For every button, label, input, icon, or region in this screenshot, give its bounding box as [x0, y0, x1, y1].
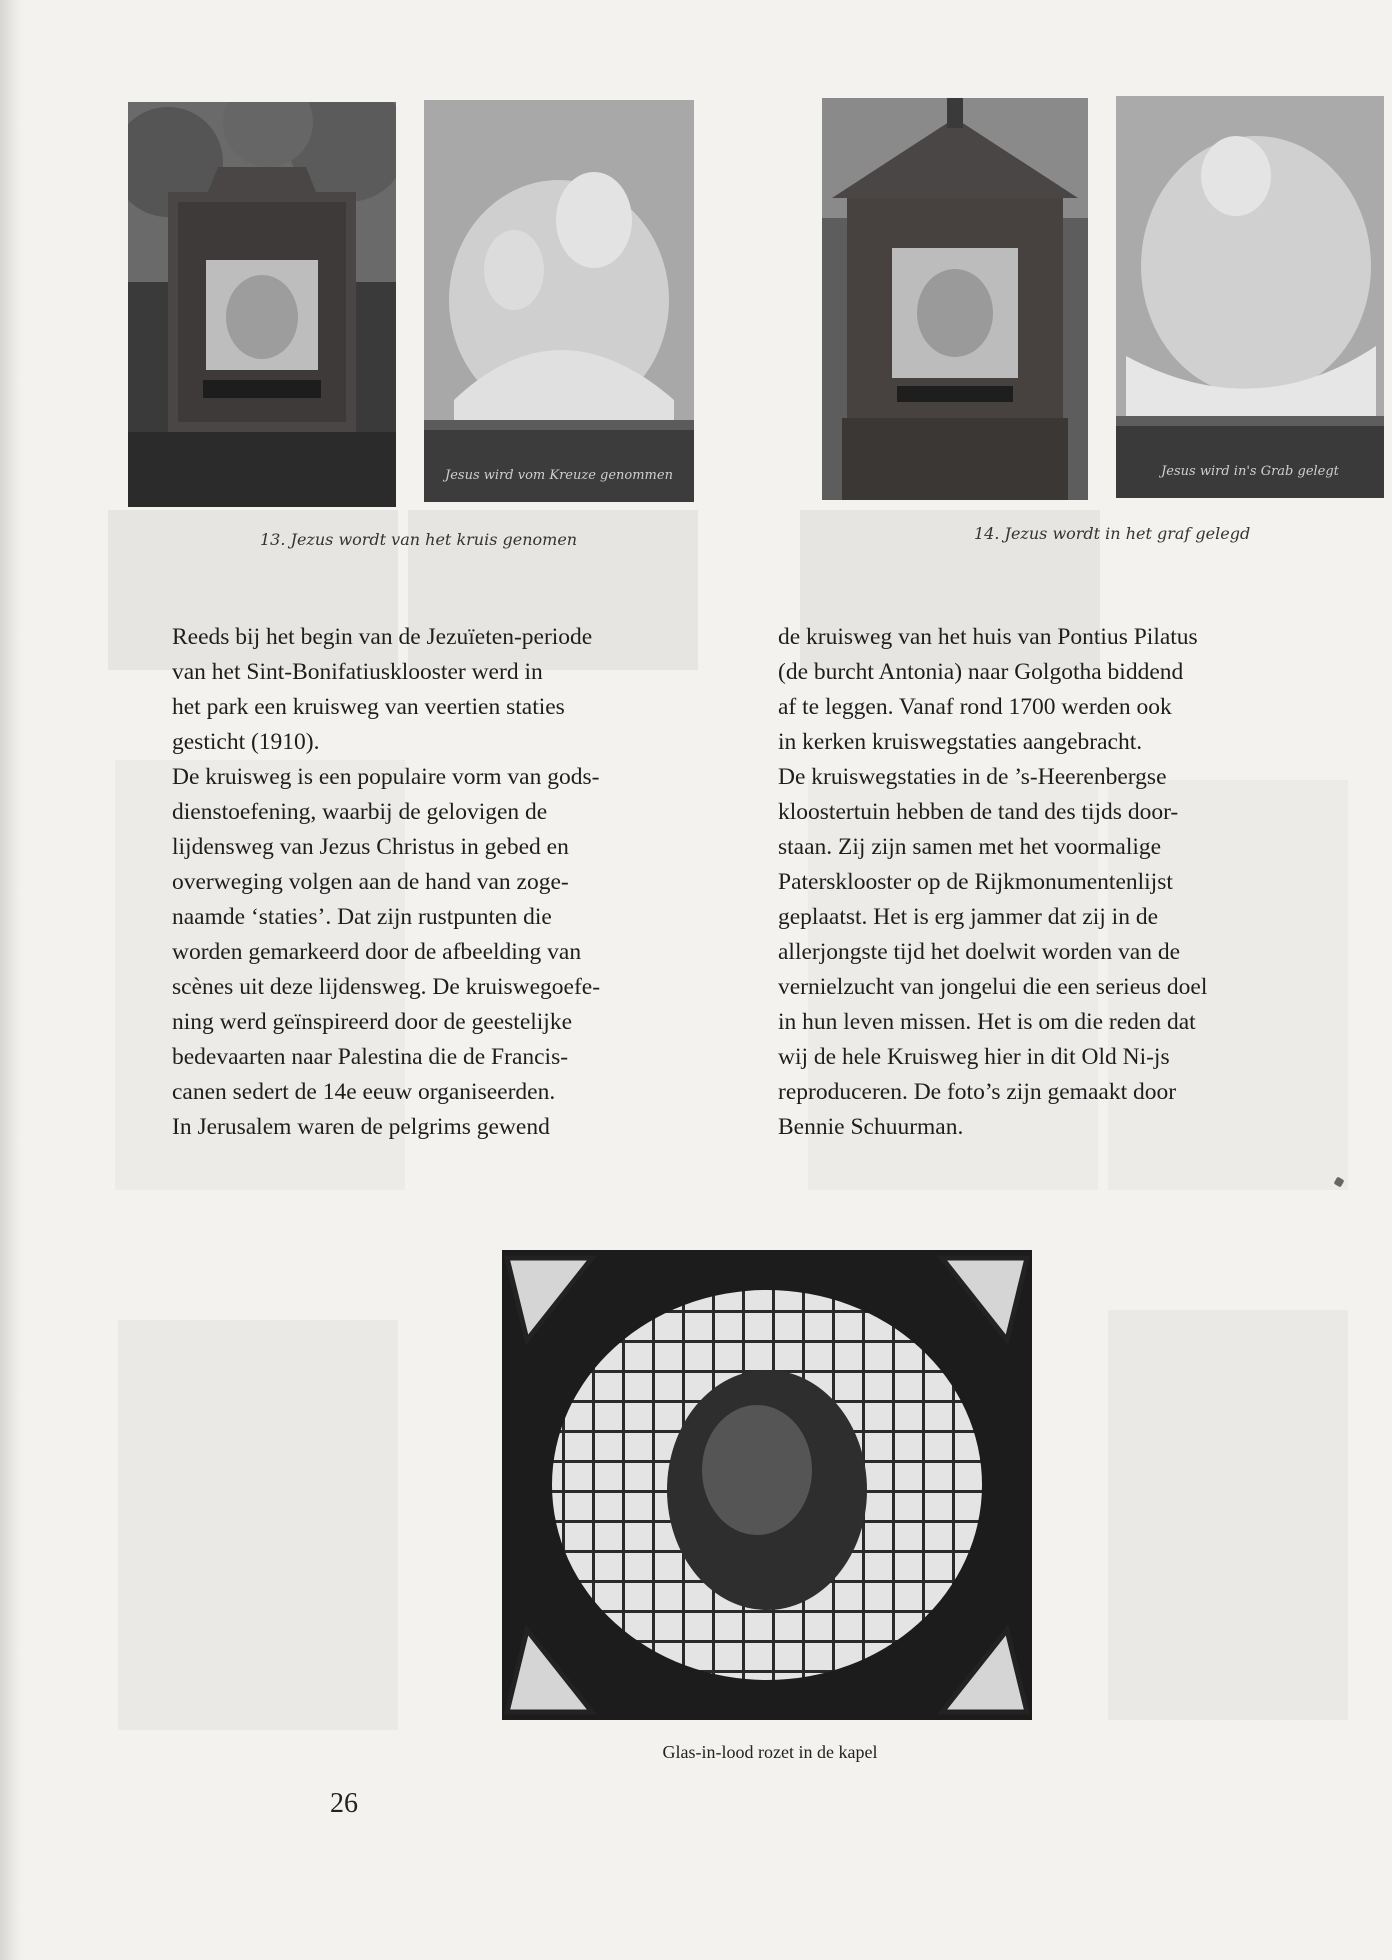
- page-edge: [0, 0, 22, 1960]
- show-through-block: [118, 1320, 398, 1730]
- station13-niche-photo: [128, 102, 396, 507]
- station13-plaque-text: Jesus wird vom Kreuze genommen: [445, 468, 673, 483]
- station14-niche-photo: [822, 98, 1088, 500]
- station13-caption: 13. Jezus wordt van het kruis genomen: [260, 530, 578, 549]
- right-text-column: [778, 620, 1378, 1145]
- rosette-photo: [502, 1250, 1032, 1720]
- left-text-column: [172, 620, 772, 1145]
- show-through-block: [1108, 1310, 1348, 1720]
- station13-relief-photo: [424, 100, 694, 502]
- page-number: 26: [330, 1788, 358, 1819]
- left-column-text: Reeds bij het begin van de Jezuïeten-periode van het Sint-Bonifatiusklooster werd in het park een kruisweg van veertien staties gesticht (1910). De kruisweg is een populaire vorm van gods- dienstoefening, waarbij de gelovigen de lijdensweg van Jezus Christus in gebed en overweging volgen aan de hand van zoge- naamde ‘staties’. Dat zijn rustpunten die worden gemarkeerd door de afbeelding van scènes uit deze lijdensweg. De kruiswegoefe- ning werd geïnspireerd door de geestelijke bedevaarten naar Palestina die de Francis- canen sedert de 14e eeuw organiseerden. In Jerusalem waren de pelgrims gewend: [172, 624, 601, 1140]
- station14-relief-photo: [1116, 96, 1384, 498]
- rosette-caption: Glas-in-lood rozet in de kapel: [662, 1742, 878, 1762]
- station14-caption: 14. Jezus wordt in het graf gelegd: [974, 524, 1251, 543]
- right-column-text: de kruisweg van het huis van Pontius Pilatus (de burcht Antonia) naar Golgotha biddend af te leggen. Vanaf rond 1700 werden ook in kerken kruiswegstaties aangebracht. De kruiswegstaties in de ’s-Heerenbergse kloostertuin hebben de tand des tijds door- staan. Zij zijn samen met het voormalige Patersklooster op de Rijkmonumentenlijst geplaatst. Het is erg jammer dat zij in de allerjongste tijd het doelwit worden van de vernielzucht van jongelui die een serieus doel in hun leven missen. Het is om die reden dat wij de hele Kruisweg hier in dit Old Ni-js reproduceren. De foto’s zijn gemaakt door Bennie Schuurman.: [778, 624, 1208, 1140]
- station14-plaque-text: Jesus wird in's Grab gelegt: [1161, 464, 1339, 479]
